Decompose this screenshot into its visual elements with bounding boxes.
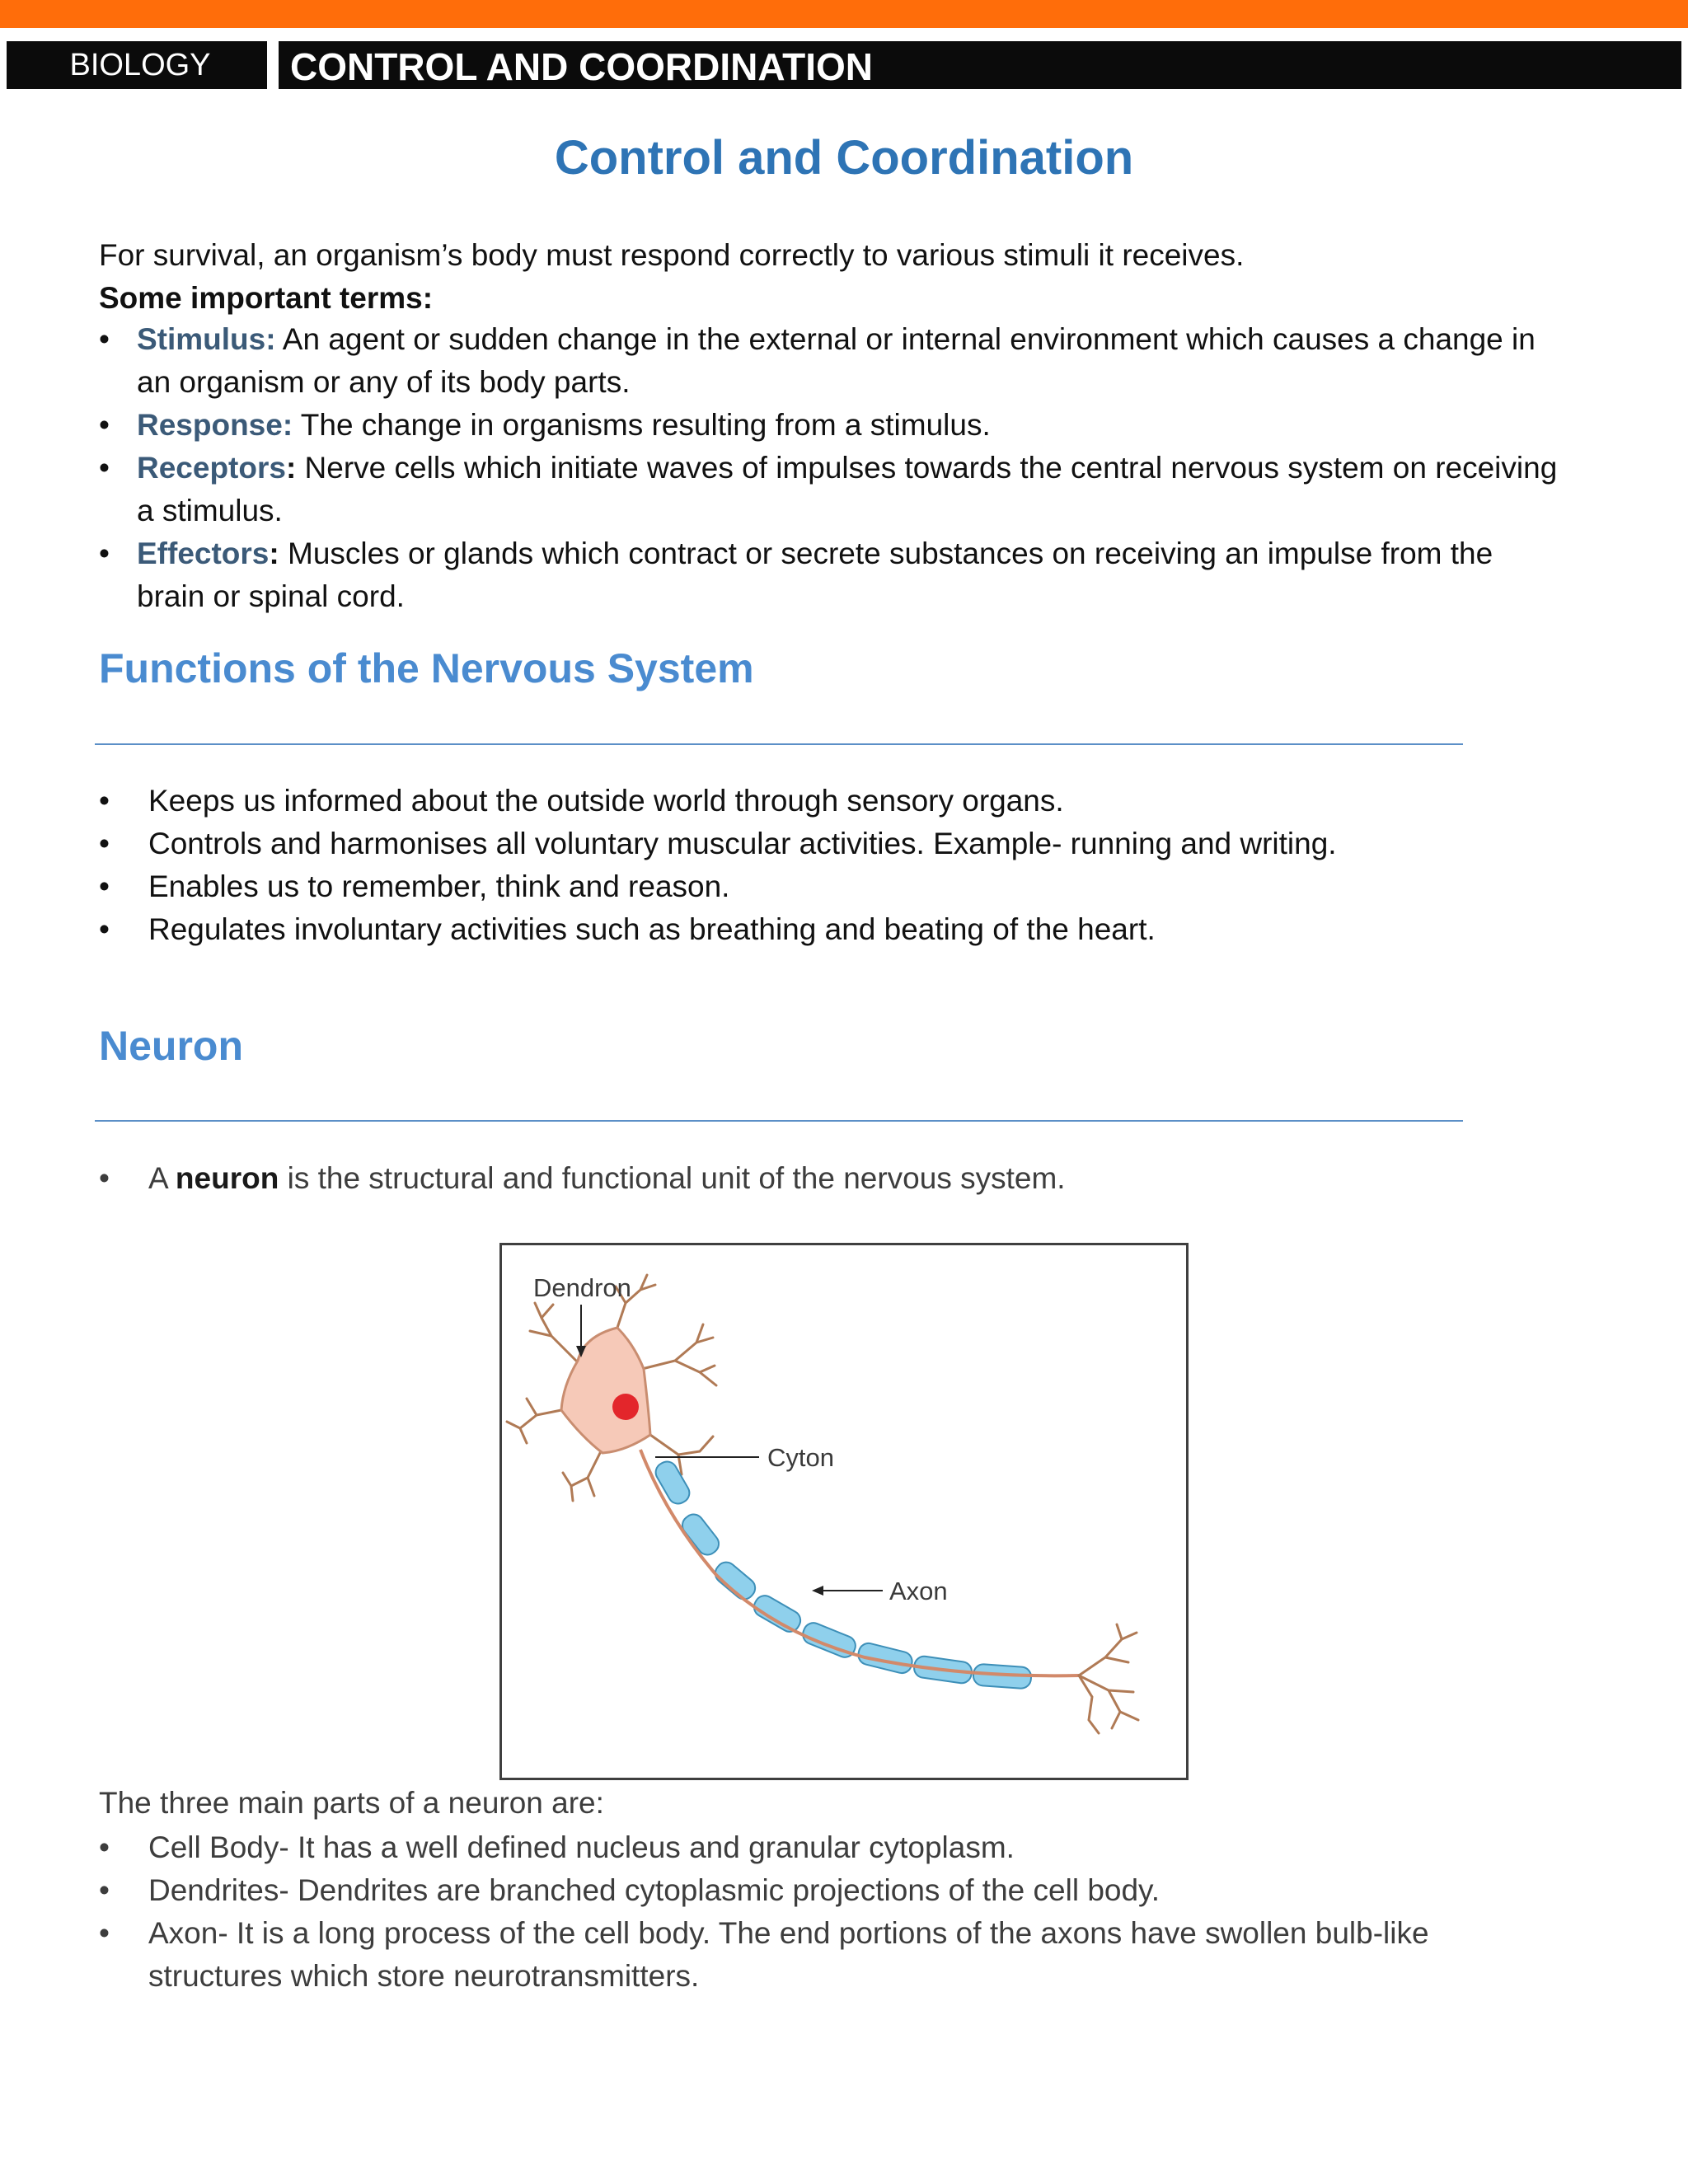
- term-colon: :: [285, 451, 297, 485]
- definition-bold: neuron: [175, 1161, 279, 1195]
- header-chapter: CONTROL AND COORDINATION: [290, 45, 874, 88]
- axon-arrowhead: [812, 1586, 823, 1596]
- term-item-response: [99, 404, 1566, 447]
- term-item-receptors: [99, 447, 1566, 532]
- list-item: • Keeps us informed about the outside world through sensory organs.: [99, 780, 1566, 823]
- parts-intro: The three main parts of a neuron are:: [99, 1786, 604, 1820]
- terms-list: [99, 318, 1566, 618]
- cell-body-shape: [561, 1328, 650, 1453]
- functions-heading: Functions of the Nervous System: [99, 645, 754, 691]
- dendron-label: Dendron: [533, 1273, 631, 1302]
- term-definition: An agent or sudden change in the external or internal environment which causes a change in an organism or any of its body parts.: [137, 322, 1536, 399]
- page-title: Control and Coordination: [554, 131, 1134, 185]
- neuron-illustration: [502, 1245, 1186, 1778]
- term-definition: Muscles or glands which contract or secrete substances on receiving an impulse from the brain or spinal cord.: [137, 537, 1493, 613]
- header-accent-bar: [0, 0, 1688, 28]
- definition-prefix: A: [148, 1161, 176, 1195]
- cyton-label: Cyton: [767, 1443, 834, 1472]
- neuron-heading: Neuron: [99, 1023, 243, 1069]
- axon-terminal: [1079, 1624, 1138, 1733]
- term-definition: The change in organisms resulting from a stimulus.: [293, 408, 991, 442]
- list-item: • Cell Body- It has a well defined nucleus and granular cytoplasm.: [99, 1826, 1517, 1869]
- header-divider: [267, 41, 279, 89]
- functions-list: [99, 780, 1566, 951]
- axon-label: Axon: [889, 1577, 948, 1605]
- term-label: Response:: [137, 408, 293, 442]
- neuron-parts-list: [99, 1826, 1517, 1998]
- intro-paragraph: [99, 234, 1566, 320]
- list-item: • Dendrites- Dendrites are branched cytoplasmic projections of the cell body.: [99, 1869, 1517, 1912]
- functions-divider: [95, 743, 1463, 745]
- term-definition: Nerve cells which initiate waves of impulses towards the central nervous system on receiving a stimulus.: [137, 451, 1558, 527]
- neuron-diagram: [499, 1243, 1189, 1780]
- myelin-sheath: [652, 1458, 1032, 1689]
- intro-text: For survival, an organism’s body must respond correctly to various stimuli it receives.: [99, 238, 1245, 272]
- list-item: • Axon- It is a long process of the cell body. The end portions of the axons have swollen bulb-like structures which store neurotransmitters.: [99, 1912, 1517, 1998]
- neuron-divider: [95, 1120, 1463, 1122]
- neuron-definition-list: [99, 1157, 1566, 1200]
- list-item: • Regulates involuntary activities such as breathing and beating of the heart.: [99, 908, 1566, 951]
- term-colon: :: [269, 537, 279, 570]
- term-label: Effectors: [137, 537, 270, 570]
- axon-core: [640, 1450, 1079, 1675]
- term-label: Stimulus:: [137, 322, 276, 356]
- list-item: • Controls and harmonises all voluntary muscular activities. Example- running and writing.: [99, 823, 1566, 865]
- header-subject: BIOLOGY: [69, 48, 211, 82]
- nucleus-shape: [612, 1394, 639, 1420]
- term-label: Receptors: [137, 451, 286, 485]
- definition-suffix: is the structural and functional unit of the nervous system.: [279, 1161, 1066, 1195]
- term-item-effectors: [99, 532, 1566, 618]
- list-item: • Enables us to remember, think and reason.: [99, 865, 1566, 908]
- terms-heading: Some important terms:: [99, 281, 434, 315]
- term-item-stimulus: [99, 318, 1566, 404]
- neuron-definition: [99, 1157, 1566, 1200]
